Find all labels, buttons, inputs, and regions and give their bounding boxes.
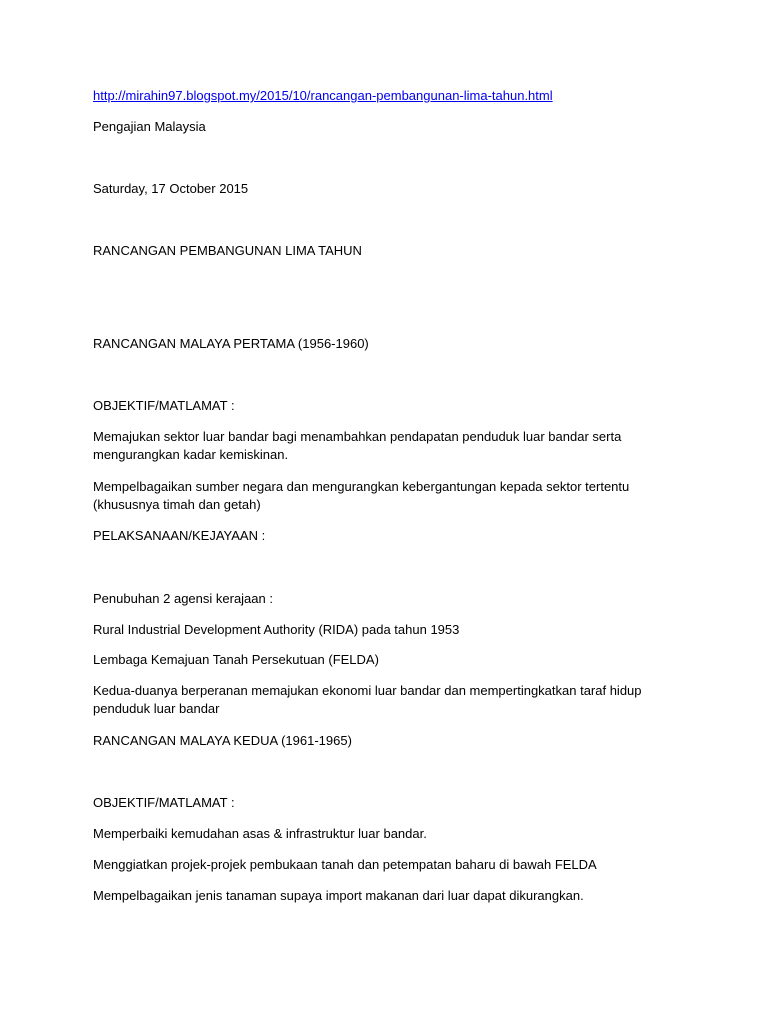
rmk-objectives-heading: OBJEKTIF/MATLAMAT : [93,795,235,810]
rmp-agencies-role: Kedua-duanya berperanan memajukan ekonomi luar bandar dan mempertingkatkan taraf hidup penduduk luar bandar [93,683,642,716]
rmk-objective-2: Menggiatkan projek-projek pembukaan tanah dan petempatan baharu di bawah FELDA [93,857,597,872]
subject-label: Pengajian Malaysia [93,119,206,134]
rmp-agency-felda: Lembaga Kemajuan Tanah Persekutuan (FELDA) [93,652,379,667]
rmp-achievements-heading: PELAKSANAAN/KEJAYAAN : [93,528,266,543]
rmp-objective-1: Memajukan sektor luar bandar bagi menambahkan pendapatan penduduk luar bandar serta mengurangkan kadar kemiskinan. [93,429,622,462]
source-link[interactable]: http://mirahin97.blogspot.my/2015/10/rancangan-pembangunan-lima-tahun.html [93,88,553,103]
rmk-heading: RANCANGAN MALAYA KEDUA (1961-1965) [93,733,352,748]
rmk-objective-1: Memperbaiki kemudahan asas & infrastruktur luar bandar. [93,826,427,841]
document-title: RANCANGAN PEMBANGUNAN LIMA TAHUN [93,243,362,258]
rmp-agency-rida: Rural Industrial Development Authority (RIDA) pada tahun 1953 [93,622,460,637]
post-date: Saturday, 17 October 2015 [93,181,249,196]
rmp-heading: RANCANGAN MALAYA PERTAMA (1956-1960) [93,336,369,351]
rmp-objective-2: Mempelbagaikan sumber negara dan mengurangkan kebergantungan kepada sektor tertentu (khususnya timah dan getah) [93,479,630,512]
rmk-objective-3: Mempelbagaikan jenis tanaman supaya import makanan dari luar dapat dikurangkan. [93,888,584,903]
rmp-agencies-intro: Penubuhan 2 agensi kerajaan : [93,591,273,606]
rmp-objectives-heading: OBJEKTIF/MATLAMAT : [93,398,235,413]
